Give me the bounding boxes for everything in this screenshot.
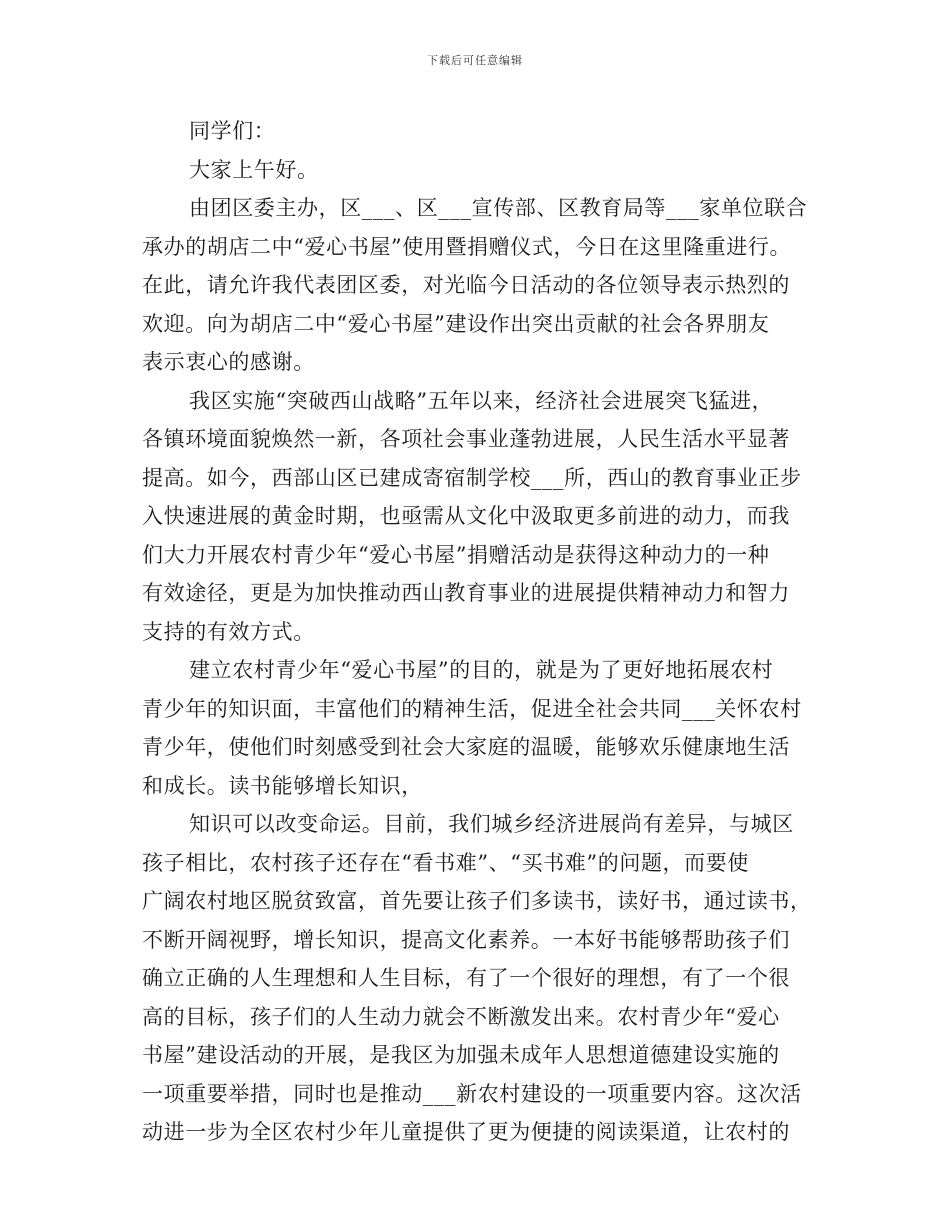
- text-line: 各镇环境面貌焕然一新，各项社会事业蓬勃进展，人民生活水平显著: [142, 427, 790, 451]
- text-line: 高的目标，孩子们的人生动力就会不断激发出来。农村青少年“爱心: [142, 1004, 780, 1029]
- text-line: 青少年的知识面，丰富他们的精神生活，促进全社会共同___关怀农村: [142, 696, 802, 721]
- text-line: 不断开阔视野，增长知识，提高文化素养。一本好书能够帮助孩子们: [142, 927, 790, 952]
- text-line: 知识可以改变命运。目前，我们城乡经济进展尚有差异，与城区: [189, 812, 794, 836]
- text-line: 承办的胡店二中“爱心书屋”使用暨捐赠仪式，今日在这里隆重进行。: [142, 234, 792, 259]
- text-line: 表示衷心的感谢。: [142, 350, 315, 374]
- text-line: 在此，请允许我代表团区委，对光临今日活动的各位领导表示热烈的: [142, 273, 790, 297]
- text-line: 广阔农村地区脱贫致富，首先要让孩子们多读书，读好书，通过读书，: [142, 889, 812, 913]
- text-line: 由团区委主办，区___、区___宣传部、区教育局等___家单位联合: [189, 196, 808, 220]
- text-line: 提高。如今，西部山区已建成寄宿制学校___所，西山的教育事业正步: [142, 465, 802, 490]
- text-line: 和成长。读书能够增长知识，: [142, 773, 423, 798]
- text-line: 孩子相比，农村孩子还存在“看书难”、“买书难”的问题，而要使: [142, 850, 749, 875]
- text-line: 建立农村青少年“爱心书屋”的目的，就是为了更好地拓展农村: [189, 658, 774, 682]
- text-line: 欢迎。向为胡店二中“爱心书屋”建设作出突出贡献的社会各界朋友: [142, 311, 770, 336]
- document-body: [142, 112, 810, 1152]
- text-line: 确立正确的人生理想和人生目标，有了一个很好的理想，有了一个很: [142, 966, 790, 990]
- text-line: 入快速进展的黄金时期，也亟需从文化中汲取更多前进的动力，而我: [142, 504, 790, 528]
- text-line: 大家上午好。: [189, 157, 319, 182]
- text-line: 书屋”建设活动的开展，是我区为加强未成年人思想道德建设实施的: [142, 1043, 780, 1067]
- text-line: 支持的有效方式。: [142, 619, 315, 644]
- text-line: 同学们：: [189, 119, 276, 143]
- text-line: 一项重要举措，同时也是推动___新农村建设的一项重要内容。这次活: [142, 1081, 802, 1106]
- text-line: 我区实施“突破西山战略”五年以来，经济社会进展突飞猛进，: [189, 388, 774, 413]
- text-line: 有效途径，更是为加快推动西山教育事业的进展提供精神动力和智力: [142, 581, 790, 605]
- text-line: 青少年，使他们时刻感受到社会大家庭的温暖，能够欢乐健康地生活: [142, 735, 790, 759]
- text-line: 们大力开展农村青少年“爱心书屋”捐赠活动是获得这种动力的一种: [142, 542, 770, 567]
- page-header: 下载后可任意编辑: [427, 54, 523, 67]
- text-line: 动进一步为全区农村少年儿童提供了更为便捷的阅读渠道，让农村的: [142, 1120, 790, 1144]
